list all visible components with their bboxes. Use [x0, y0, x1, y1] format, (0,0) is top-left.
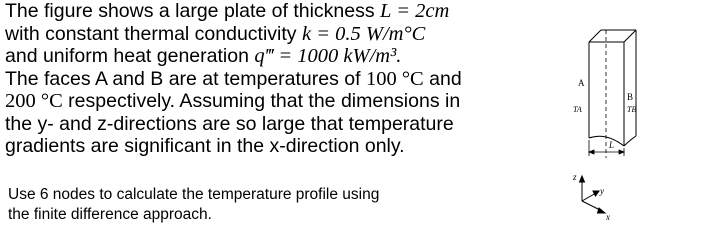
problem-text: and: [423, 67, 462, 90]
task-statement: [8, 185, 528, 225]
temperature-b-label: TB: [627, 105, 637, 114]
problem-text: The figure shows a large plate of thickness: [5, 0, 381, 22]
problem-statement: [5, 0, 565, 158]
face-a-label: A: [578, 78, 585, 88]
problem-line-7: gradients are significant in the x-direction only.: [5, 135, 405, 157]
problem-text: respectively. Assuming that the dimensions in: [62, 90, 461, 112]
problem-line-1: [5, 0, 565, 23]
y-axis-label: y: [600, 186, 604, 196]
task-line-1: Use 6 nodes to calculate the temperature profile using: [8, 186, 380, 203]
x-axis-label: x: [606, 212, 610, 222]
plate-figure: [560, 28, 719, 228]
thickness-expression: L = 2cm: [380, 0, 450, 22]
temperature-a-value: 100 °C: [365, 67, 424, 90]
z-axis-label: z: [573, 172, 577, 182]
thickness-label: L: [609, 140, 615, 150]
heat-generation-expression: q‴ = 1000 kW/m³.: [254, 45, 402, 67]
problem-line-3: [5, 45, 565, 68]
conductivity-expression: k = 0.5 W/m°C: [301, 22, 426, 45]
temperature-b-value: 200 °C: [5, 90, 63, 112]
plate-diagram: [560, 28, 719, 228]
problem-line-5: [5, 90, 565, 113]
problem-text: with constant thermal conductivity: [5, 22, 302, 45]
problem-line-6: the y- and z-directions are so large that temperature: [5, 112, 454, 135]
plate-outline: [589, 30, 636, 146]
task-line-2: the finite difference approach.: [8, 206, 212, 223]
problem-text: The faces A and B are at temperatures of: [5, 67, 366, 90]
problem-line-4: [5, 68, 565, 91]
face-b-label: B: [627, 92, 634, 102]
problem-text: and uniform heat generation: [5, 45, 255, 67]
temperature-a-label: TA: [573, 105, 582, 114]
problem-line-2: [5, 23, 565, 46]
